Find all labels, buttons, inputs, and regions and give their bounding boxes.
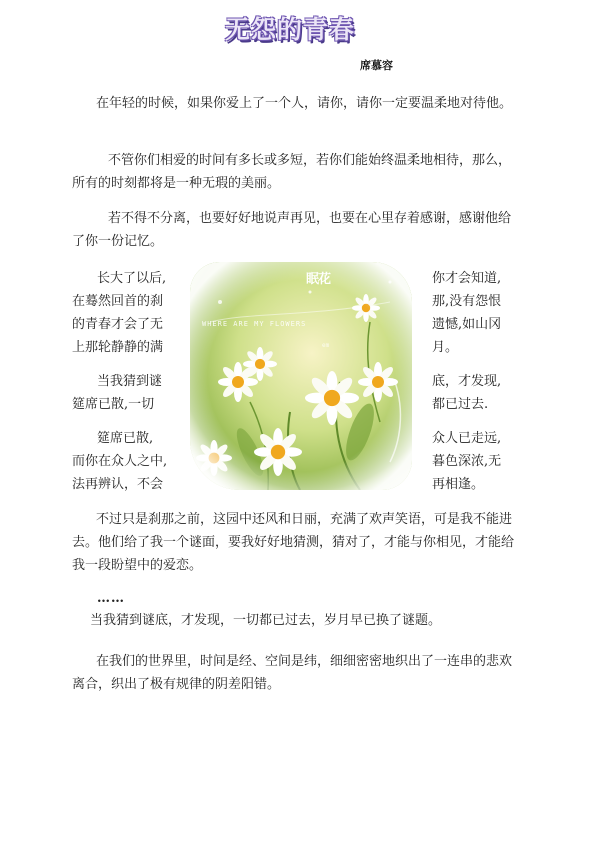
wrapped-line-left: 筵席已散,一切 — [72, 397, 155, 412]
wrapped-line-right: 你才会知道, — [432, 271, 502, 286]
wrapped-line-left: 当我猜到谜 — [97, 374, 163, 389]
paragraph-3: 若不得不分离，也要好好地说声再见，也要在心里存着感谢，感谢他给了你一份记忆。 — [72, 211, 512, 249]
document-title: 无怨的青春 — [224, 15, 355, 44]
daisy-illustration-art — [190, 262, 412, 490]
author-name: 席慕容 — [360, 59, 393, 72]
wrapped-line-right: 都已过去. — [432, 397, 489, 412]
image-caption-small: em — [322, 342, 330, 349]
wrapped-line-left: 上那轮静静的满 — [72, 340, 164, 355]
wrapped-line-left: 而你在众人之中, — [72, 454, 168, 469]
wrapped-line-right: 月。 — [432, 340, 459, 355]
wrapped-line-right: 暮色深浓,无 — [432, 454, 502, 469]
wrapped-line-left: 法再辨认，不会 — [72, 477, 164, 492]
wrapped-line-left: 的青春才会了无 — [72, 317, 164, 332]
paragraph-2: 不管你们相爱的时间有多长或多短，若你们能始终温柔地相待，那么，所有的时刻都将是一种无瑕的美丽。 — [72, 153, 512, 191]
wrapped-line-right: 众人已走远, — [432, 431, 502, 446]
paragraph-after-image: 不过只是刹那之前，这园中还风和日丽，充满了欢声笑语，可是我不能进去。他们给了我一个谜面，要我好好地猜测，猜对了，才能与你相见，才能给我一段盼望中的爱恋。 — [72, 512, 515, 573]
daisy-illustration — [190, 262, 412, 490]
wrapped-line-right: 再相逢。 — [432, 477, 485, 492]
image-caption-en: WHERE ARE MY FLOWERS — [202, 320, 307, 328]
image-caption-cn: 眠花 — [306, 272, 331, 287]
line-after-ellipsis: 当我猜到谜底，才发现，一切都已过去，岁月早已换了谜题。 — [90, 613, 442, 628]
wrapped-line-left: 在蓦然回首的刹 — [72, 294, 164, 309]
wrapped-line-right: 那,没有怨恨 — [432, 294, 502, 309]
wrapped-line-left: 长大了以后, — [97, 271, 167, 286]
paragraph-1: 在年轻的时候，如果你爱上了一个人，请你，请你一定要温柔地对待他。 — [96, 96, 513, 111]
wrapped-line-right: 底，才发现, — [432, 374, 502, 389]
final-paragraph: 在我们的世界里，时间是经、空间是纬，细细密密地织出了一连串的悲欢离合，织出了极有规律的阴差阳错。 — [72, 654, 513, 692]
ellipsis: …… — [97, 591, 125, 606]
wrapped-line-left: 筵席已散, — [97, 431, 154, 446]
wrapped-line-right: 遗憾,如山冈 — [432, 317, 502, 332]
